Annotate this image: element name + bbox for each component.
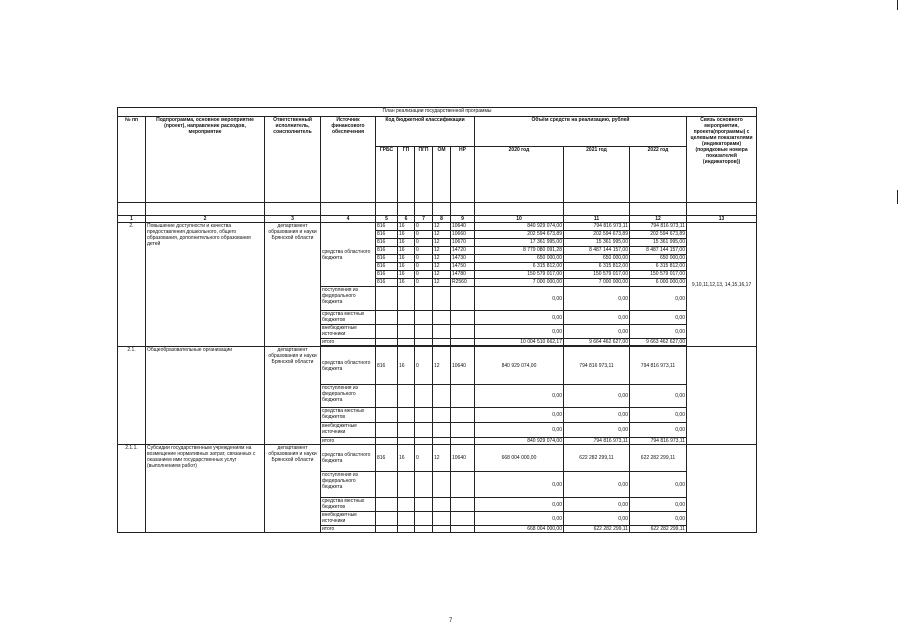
s21-total-2022: 794 816 973,11 <box>630 438 687 445</box>
cell-pgp: 0 <box>415 239 433 247</box>
cell-gp: 16 <box>398 231 415 239</box>
cell-nr: 10670 <box>451 239 475 247</box>
col-num-13: 13 <box>687 216 757 223</box>
source-local: средства местных бюджетов <box>321 311 376 325</box>
s2-name: Повышение доступности и качества предоставления дошкольного, общего образования, дополнительного образования детей <box>146 223 265 347</box>
col-num-8: 8 <box>433 216 451 223</box>
cell-2020: 650 000,00 <box>475 255 564 263</box>
cell-2021: 0,00 <box>564 385 630 408</box>
col-num-9: 9 <box>451 216 475 223</box>
col-num-12: 12 <box>630 216 687 223</box>
cell-pgp: 0 <box>415 231 433 239</box>
cell-grbs: 816 <box>376 239 398 247</box>
cell-grbs: 816 <box>376 271 398 279</box>
cell-2020: 840 929 074,00 <box>475 347 564 385</box>
header-2020: 2020 год <box>475 147 564 203</box>
col-num-3: 3 <box>265 216 321 223</box>
source-local: средства местных бюджетов <box>321 498 376 512</box>
total-label: итого <box>321 438 376 445</box>
cell-2020: 0,00 <box>475 311 564 325</box>
cell-2021: 650 000,00 <box>564 255 630 263</box>
header-num: № пп <box>118 117 146 203</box>
cell-pgp: 0 <box>415 347 433 385</box>
cell-2021: 0,00 <box>564 408 630 423</box>
cell-2020: 0,00 <box>475 498 564 512</box>
header-subprogram: Подпрограмма, основное мероприятие (проект), направление расходов, мероприятие <box>146 117 265 203</box>
col-num-6: 6 <box>398 216 415 223</box>
cell-om: 12 <box>433 347 451 385</box>
cell-2020: 202 594 673,89 <box>475 231 564 239</box>
header-source: Источник финансового обеспечения <box>321 117 376 203</box>
cell-grbs: 816 <box>376 347 398 385</box>
cell-om: 12 <box>433 445 451 472</box>
cell-2021: 8 487 144 157,00 <box>564 247 630 255</box>
cell-nr: 10660 <box>451 231 475 239</box>
s21-indicator-link <box>687 347 757 445</box>
header-2022: 2022 год <box>630 147 687 203</box>
cell-2021: 0,00 <box>564 287 630 311</box>
cell-om: 12 <box>433 239 451 247</box>
header-pgp: ПГП <box>415 147 433 203</box>
col-num-4: 4 <box>321 216 376 223</box>
cell-nr: R2560 <box>451 279 475 287</box>
cell-2020: 0,00 <box>475 512 564 526</box>
cell-nr: 14780 <box>451 271 475 279</box>
cell-pgp: 0 <box>415 445 433 472</box>
s211-name: Субсидии государственным учреждениям на возмещение нормативных затрат, связанных с оказанием ими государственных услуг (выполнением работ) <box>146 445 265 533</box>
cell-2022: 6 315 812,00 <box>630 263 687 271</box>
table-row <box>118 223 757 231</box>
cell-nr: 10640 <box>451 445 475 472</box>
cell-gp: 16 <box>398 279 415 287</box>
col-num-10: 10 <box>475 216 564 223</box>
s211-num: 2.1.1. <box>118 445 146 533</box>
cell-2021: 15 361 995,00 <box>564 239 630 247</box>
cell-2020: 6 315 812,00 <box>475 263 564 271</box>
header-2021: 2021 год <box>564 147 630 203</box>
cell-2021: 0,00 <box>564 311 630 325</box>
cell-2022: 0,00 <box>630 472 687 498</box>
cell-2022: 8 487 144 157,00 <box>630 247 687 255</box>
cell-2020: 668 004 000,00 <box>475 445 564 472</box>
cell-gp: 16 <box>398 445 415 472</box>
total-label: итого <box>321 526 376 533</box>
col-num-7: 7 <box>415 216 433 223</box>
cell-2021: 622 282 299,11 <box>564 445 630 472</box>
s2-total-2020: 10 004 510 662,17 <box>475 339 564 346</box>
source-federal: поступления из федерального бюджета <box>321 287 376 311</box>
title-row <box>118 108 757 117</box>
cell-grbs: 816 <box>376 231 398 239</box>
cell-pgp: 0 <box>415 271 433 279</box>
cell-gp: 16 <box>398 263 415 271</box>
header-om: ОМ <box>433 147 451 203</box>
s21-num: 2.1. <box>118 347 146 445</box>
table-row <box>118 445 757 472</box>
s21-executor: департамент образования и науки Брянской области <box>265 347 321 445</box>
cell-2020: 17 361 995,00 <box>475 239 564 247</box>
spacer-row <box>118 203 757 216</box>
s2-executor: департамент образования и науки Брянской области <box>265 223 321 347</box>
cell-2021: 0,00 <box>564 423 630 438</box>
s2-total-2021: 9 664 462 627,00 <box>564 339 630 346</box>
cell-grbs: 816 <box>376 247 398 255</box>
cell-2022: 794 816 973,11 <box>630 223 687 231</box>
col-num-1: 1 <box>118 216 146 223</box>
s2-source-region: средства областного бюджета <box>321 223 376 287</box>
cell-2020: 7 000 000,00 <box>475 279 564 287</box>
cell-2021: 0,00 <box>564 512 630 526</box>
cell-2021: 794 816 973,11 <box>564 223 630 231</box>
cell-gp: 16 <box>398 271 415 279</box>
column-number-row <box>118 216 757 223</box>
cell-2021: 150 579 017,00 <box>564 271 630 279</box>
source-region: средства областного бюджета <box>321 445 376 472</box>
s211-executor: департамент образования и науки Брянской области <box>265 445 321 533</box>
source-local: средства местных бюджетов <box>321 408 376 423</box>
cell-nr: 10640 <box>451 347 475 385</box>
cell-nr: 14730 <box>451 255 475 263</box>
cell-2020: 0,00 <box>475 423 564 438</box>
cell-2022: 0,00 <box>630 423 687 438</box>
cell-2021: 0,00 <box>564 498 630 512</box>
cell-2022: 794 816 973,11 <box>630 347 687 385</box>
cell-2022: 0,00 <box>630 498 687 512</box>
cell-om: 12 <box>433 247 451 255</box>
s21-total-2021: 794 816 973,11 <box>564 438 630 445</box>
cell-om: 12 <box>433 263 451 271</box>
header-nr: НР <box>451 147 475 203</box>
cell-2022: 0,00 <box>630 512 687 526</box>
source-region: средства областного бюджета <box>321 347 376 385</box>
table-title: План реализации государственной программы <box>118 108 757 117</box>
source-extrabudget: внебюджетные источники <box>321 423 376 438</box>
page-number: 7 <box>449 618 453 624</box>
cell-2021: 202 594 673,89 <box>564 231 630 239</box>
cell-2020: 0,00 <box>475 472 564 498</box>
cell-nr: 14720 <box>451 247 475 255</box>
cell-2020: 840 929 074,00 <box>475 223 564 231</box>
cell-pgp: 0 <box>415 255 433 263</box>
cell-2022: 622 282 299,11 <box>630 445 687 472</box>
s21-name: Общеобразовательные организации <box>146 347 265 445</box>
s21-total-2020: 840 929 074,00 <box>475 438 564 445</box>
cell-2022: 6 000 000,00 <box>630 279 687 287</box>
cell-2020: 0,00 <box>475 325 564 339</box>
cell-grbs: 816 <box>376 445 398 472</box>
source-extrabudget: внебюджетные источники <box>321 512 376 526</box>
cell-2021: 7 000 000,00 <box>564 279 630 287</box>
cell-2020: 150 579 017,00 <box>475 271 564 279</box>
cell-gp: 16 <box>398 255 415 263</box>
cell-2022: 0,00 <box>630 311 687 325</box>
cell-om: 12 <box>433 255 451 263</box>
cell-pgp: 0 <box>415 279 433 287</box>
scan-edge-top <box>897 0 898 10</box>
cell-om: 12 <box>433 223 451 231</box>
col-num-5: 5 <box>376 216 398 223</box>
table-row <box>118 347 757 385</box>
header-gp: ГП <box>398 147 415 203</box>
col-num-11: 11 <box>564 216 630 223</box>
cell-grbs: 816 <box>376 255 398 263</box>
cell-grbs: 816 <box>376 263 398 271</box>
s2-indicator-link: 9,10,11,12,13, 14,15,16,17 <box>687 223 757 347</box>
col-num-2: 2 <box>146 216 265 223</box>
cell-gp: 16 <box>398 239 415 247</box>
header-indicator-link: Связь основного мероприятия, проекта(программы) с целевыми показателями (индикаторами) (порядковые номера показателей (индикаторов)) <box>687 117 757 203</box>
cell-om: 12 <box>433 279 451 287</box>
cell-pgp: 0 <box>415 247 433 255</box>
cell-grbs: 816 <box>376 223 398 231</box>
source-extrabudget: внебюджетные источники <box>321 325 376 339</box>
s211-total-2020: 668 004 000,00 <box>475 526 564 533</box>
cell-om: 12 <box>433 231 451 239</box>
s2-num: 2. <box>118 223 146 347</box>
cell-gp: 16 <box>398 247 415 255</box>
cell-gp: 16 <box>398 347 415 385</box>
cell-pgp: 0 <box>415 263 433 271</box>
cell-nr: 10640 <box>451 223 475 231</box>
source-federal: поступления из федерального бюджета <box>321 472 376 498</box>
s211-total-2022: 622 282 299,11 <box>630 526 687 533</box>
cell-2020: 0,00 <box>475 385 564 408</box>
header-budget-code: Код бюджетной классификации <box>376 117 475 147</box>
header-executor: Ответственный исполнитель, соисполнитель <box>265 117 321 203</box>
cell-gp: 16 <box>398 223 415 231</box>
cell-2022: 650 000,00 <box>630 255 687 263</box>
s2-total-2022: 9 663 462 627,00 <box>630 339 687 346</box>
cell-grbs: 816 <box>376 279 398 287</box>
cell-2021: 0,00 <box>564 325 630 339</box>
header-volume: Объём средств на реализацию, рублей <box>475 117 687 147</box>
cell-pgp: 0 <box>415 223 433 231</box>
header-row <box>118 117 757 147</box>
program-plan-table <box>117 107 757 533</box>
total-label: итого <box>321 339 376 346</box>
cell-2020: 0,00 <box>475 287 564 311</box>
header-grbs: ГРБС <box>376 147 398 203</box>
cell-2021: 794 816 973,11 <box>564 347 630 385</box>
cell-2021: 6 315 812,00 <box>564 263 630 271</box>
cell-2020: 0,00 <box>475 408 564 423</box>
cell-2022: 0,00 <box>630 287 687 311</box>
cell-2020: 8 779 080 091,28 <box>475 247 564 255</box>
cell-2022: 0,00 <box>630 385 687 408</box>
source-federal: поступления из федерального бюджета <box>321 385 376 408</box>
cell-nr: 14750 <box>451 263 475 271</box>
cell-om: 12 <box>433 271 451 279</box>
cell-2022: 202 594 673,89 <box>630 231 687 239</box>
cell-2022: 150 579 017,00 <box>630 271 687 279</box>
cell-2022: 0,00 <box>630 325 687 339</box>
cell-2022: 15 361 995,00 <box>630 239 687 247</box>
s211-total-2021: 622 282 299,11 <box>564 526 630 533</box>
cell-2021: 0,00 <box>564 472 630 498</box>
s211-indicator-link <box>687 445 757 533</box>
cell-2022: 0,00 <box>630 408 687 423</box>
scan-edge-mid <box>897 190 898 204</box>
